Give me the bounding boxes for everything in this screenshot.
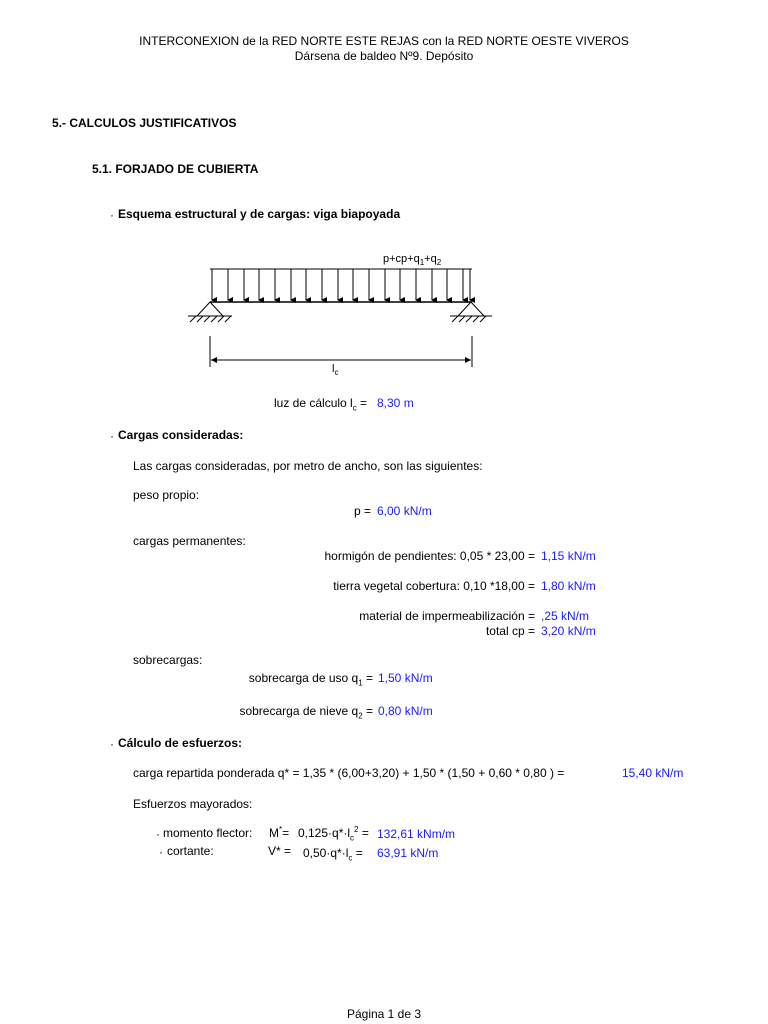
momento-formula: $0,125\cdot q*\cdot l_c^2$ = [298, 825, 369, 843]
hormigon-label: hormigón de pendientes: 0,05 * 23,00 = [324, 549, 535, 563]
cortante-formula: $0,50\cdot q*\cdot l_c$ = [303, 846, 363, 863]
peso-propio-label: p = [353, 504, 371, 518]
material-value: ,25 kN/m [541, 609, 590, 623]
left-support [188, 302, 232, 322]
material-label: material de impermeabilización = [359, 609, 535, 623]
cortante-value: 63,91 kN/m [377, 846, 439, 860]
momento-value: 132,61 kNm/m [377, 827, 456, 841]
esfuerzos-title: Cálculo de esfuerzos: [118, 736, 243, 750]
esquema-title: Esquema estructural y de cargas: viga biapoyada [118, 207, 401, 221]
cargas-permanentes-heading: cargas permanentes: [133, 534, 246, 548]
luz-calculo-label: luz de cálculo $l_c$ = [274, 396, 368, 413]
momento-symbol: M*= [269, 825, 290, 840]
load-arrows [212, 269, 470, 300]
carga-ponderada-label: carga repartida ponderada q* = 1,35 * (6,00+3,20) + 1,50 * (1,50 + 0,60 * 0,80 ) = [133, 766, 565, 780]
total-cp-label: total cp = [485, 624, 535, 638]
span-label: $l_c$ [332, 363, 339, 378]
momento-flector-label: momento flector: [163, 826, 253, 840]
document-header-subtitle: Dársena de baldeo Nº9. Depósito [294, 49, 474, 63]
sobrecarga-uso-value: 1,50 kN/m [378, 671, 433, 685]
carga-ponderada-value: 15,40 kN/m [622, 766, 684, 780]
load-label: $p+cp+q_1+q_2$ [383, 253, 442, 268]
beam-load-diagram [0, 0, 768, 400]
sobrecarga-nieve-label: sobrecarga de nieve $q_2$ = [239, 704, 373, 721]
right-support [450, 302, 492, 322]
peso-propio-value: 6,00 kN/m [377, 504, 432, 518]
section-5-1-title: 5.1. FORJADO DE CUBIERTA [92, 162, 259, 176]
hormigon-value: 1,15 kN/m [541, 549, 596, 563]
section-5-title: 5.- CALCULOS JUSTIFICATIVOS [52, 116, 237, 130]
esfuerzos-mayorados-heading: Esfuerzos mayorados: [133, 797, 253, 811]
bullet-cortante: · [159, 845, 163, 859]
bullet-esquema: · [110, 208, 114, 222]
span-dimension [210, 336, 472, 367]
tierra-label: tierra vegetal cobertura: 0,10 *18,00 = [333, 579, 535, 593]
total-cp-value: 3,20 kN/m [541, 624, 596, 638]
bullet-cargas: · [110, 429, 114, 443]
document-header-title: INTERCONEXION de la RED NORTE ESTE REJAS con la RED NORTE OESTE VIVEROS [139, 34, 629, 48]
cortante-label: cortante: [167, 844, 214, 858]
bullet-momento: · [156, 827, 160, 841]
sobrecarga-uso-label: sobrecarga de uso $q_1$ = [248, 671, 373, 688]
sobrecargas-heading: sobrecargas: [133, 653, 203, 667]
sobrecarga-nieve-value: 0,80 kN/m [378, 704, 433, 718]
cortante-symbol: V* = [268, 844, 292, 858]
peso-propio-heading: peso propio: [133, 488, 200, 502]
bullet-esfuerzos: · [110, 737, 114, 751]
tierra-value: 1,80 kN/m [541, 579, 596, 593]
cargas-intro: Las cargas consideradas, por metro de ancho, son las siguientes: [133, 459, 483, 473]
page-number: Página 1 de 3 [346, 1007, 422, 1021]
luz-calculo-value: 8,30 m [377, 396, 414, 410]
cargas-title: Cargas consideradas: [118, 428, 244, 442]
